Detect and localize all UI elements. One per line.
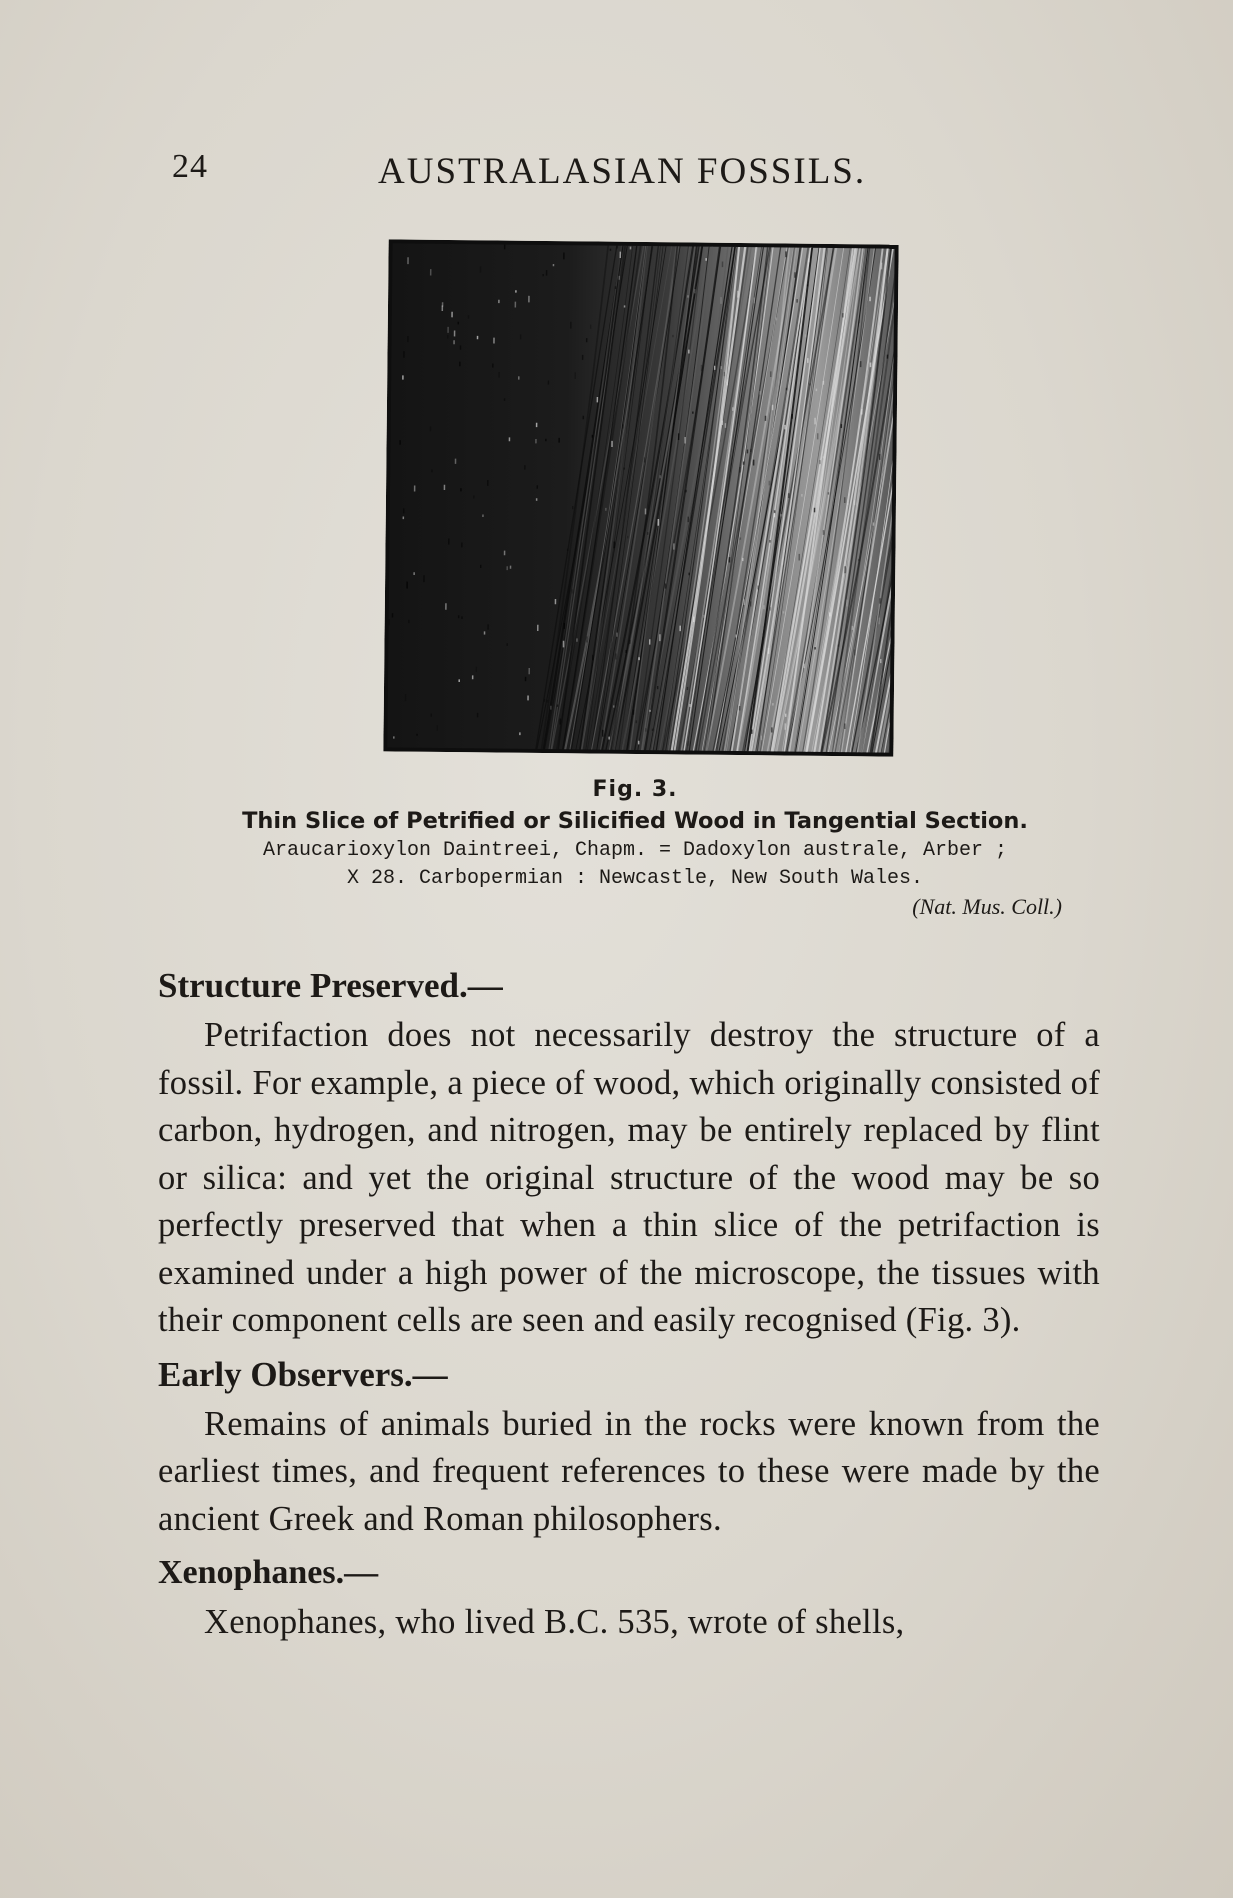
running-head: [172, 148, 932, 198]
heading-structure-preserved: Structure Preserved.—: [158, 966, 503, 1005]
figure-label: Fig. 3.: [592, 777, 678, 802]
page-number: 24: [172, 148, 208, 185]
figure-caption: [200, 777, 1070, 920]
figure-title: Thin Slice of Petrified or Silicified Wood in Tangential Section.: [242, 808, 1028, 834]
figure-credit: (Nat. Mus. Coll.): [912, 894, 1062, 919]
figure-species-line: Araucarioxylon Daintreei, Chapm. = Dadoxylon australe, Arber ;: [262, 839, 1008, 862]
heading-early-observers: Early Observers.—: [158, 1354, 448, 1394]
paragraph-xenophanes: Xenophanes, who lived B.C. 535, wrote of shells,: [204, 1603, 905, 1641]
paragraph-structure-preserved: Petrifaction does not necessarily destroy the structure of a fossil. For example, a piece of wood, which originally consisted of carbon, hydrogen, and nitrogen, may be entirely replaced by flint or silica: and yet the original structure of the wood may be so perfectly preserved that when a thin slice of the petrifaction is examined under a high power of the microscope, the tissues with their component cells are seen and easily recognised (Fig. 3).: [158, 1016, 1100, 1339]
book-title: AUSTRALASIAN FOSSILS.: [378, 151, 867, 192]
body-text: [158, 962, 1100, 1653]
heading-xenophanes: Xenophanes.—: [158, 1554, 379, 1591]
figure-locality-line: X 28. Carbopermian : Newcastle, New South Wales.: [346, 867, 924, 890]
figure-wood-section-image: [383, 239, 898, 756]
paragraph-early-observers: Remains of animals buried in the rocks were known from the earliest times, and frequent references to these were made by the ancient Greek and Roman philosophers.: [158, 1404, 1100, 1538]
